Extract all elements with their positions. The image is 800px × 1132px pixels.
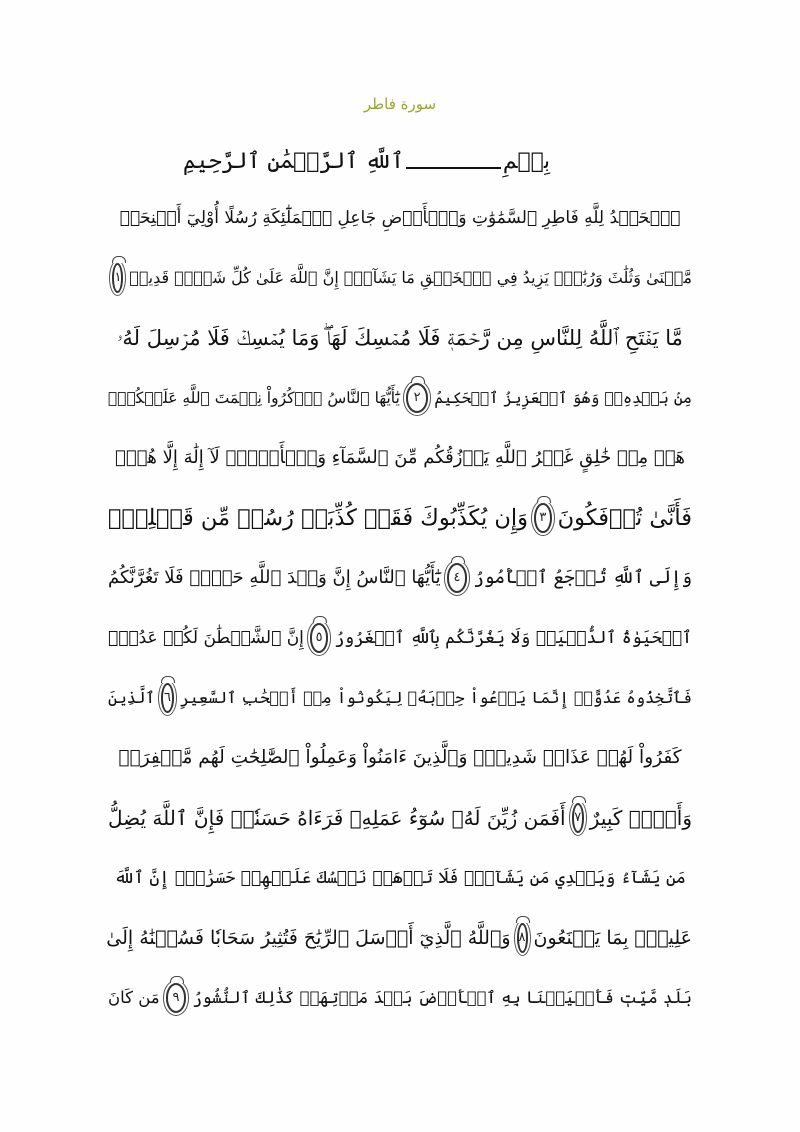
text-line <box>108 608 692 668</box>
verse-text: وَٱللَّهُ ٱلَّذِيٓ أَرۡسَلَ ٱلرِّيَٰحَ فَتُثِيرُ سَحَابٗا فَسُقۡنَٰهُ إِلَىٰ <box>106 927 511 949</box>
text-line <box>108 848 692 908</box>
verse-text: مَن يَشَآءُ وَيَهۡدِي مَن يَشَآءُۖ فَلَا تَذۡهَبۡ نَفۡسُكَ عَلَيۡهِمۡ حَسَرَٰتٍۚ إِنَّ ٱللَّهَ <box>114 868 686 888</box>
verse-text: وَأَجۡرٞ كَبِيرٌ <box>589 806 692 830</box>
ayah-number-marker: ١ <box>112 263 123 293</box>
ayah-number-marker: ٩ <box>166 983 187 1013</box>
verse-text: مِنۢ بَعۡدِهِۦۚ وَهُوَ ٱلۡعَزِيزُ ٱلۡحَكِيمُ <box>434 389 692 407</box>
text-line <box>108 668 692 728</box>
text-line <box>108 368 692 428</box>
text-line <box>108 428 692 488</box>
verse-text: ٱلۡحَيَوٰةُ ٱلدُّنۡيَاۖ وَلَا يَغُرَّنَّكُم بِٱللَّهِ ٱلۡغَرُورُ <box>334 628 692 648</box>
verse-text: ٱلَّذِينَ <box>108 688 155 707</box>
text-line <box>108 248 692 308</box>
verse-text: يَٰٓأَيُّهَا ٱلنَّاسُ ٱذۡكُرُواْ نِعۡمَتَ ٱللَّهِ عَلَيۡكُمۡۚ <box>108 389 400 407</box>
ayah-number-marker: ٢ <box>406 383 429 413</box>
ayah-number-marker: ٧ <box>572 803 584 833</box>
verse-text: يَٰٓأَيُّهَا ٱلنَّاسُ إِنَّ وَعۡدَ ٱللَّهِ حَقّٞۖ فَلَا تَغُرَّنَّكُمُ <box>108 567 441 588</box>
text-line <box>108 488 692 548</box>
verse-lines <box>108 188 692 1028</box>
basmala <box>182 140 550 184</box>
ayah-number-marker: ٤ <box>447 563 468 593</box>
text-line <box>108 728 692 788</box>
verse-text: وَإِن يُكَذِّبُوكَ فَقَدۡ كُذِّبَتۡ رُسُلٞ مِّن قَبۡلِكَۚ <box>108 505 529 531</box>
surah-title: سورة فاطر <box>363 95 437 113</box>
verse-text: مَّثۡنَىٰ وَثُلَٰثَ وَرُبَٰعَۚ يَزِيدُ فِي ٱلۡخَلۡقِ مَا يَشَآءُۚ إِنَّ ٱللَّهَ عَلَىٰ كُلِّ شَيۡءٖ قَدِيرٞ <box>129 268 692 287</box>
verse-text: وَإِلَى ٱللَّهِ تُرۡجَعُ ٱلۡأُمُورُ <box>473 567 692 588</box>
ayah-number-marker: ٣ <box>534 503 552 533</box>
ayah-number-marker: ٦ <box>161 683 174 713</box>
verse-text: مَّا يَفۡتَحِ ٱللَّهُ لِلنَّاسِ مِن رَّحۡمَةٖ فَلَا مُمۡسِكَ لَهَاۖ وَمَا يُمۡسِكۡ فَلَا مُرۡسِلَ لَهُۥ <box>117 326 683 350</box>
ayah-number-marker: ٥ <box>310 623 328 653</box>
text-line <box>108 188 692 248</box>
verse-text: فَٱتَّخِذُوهُ عَدُوًّاۚ إِنَّمَا يَدۡعُواْ حِزۡبَهُۥ لِيَكُونُواْ مِنۡ أَصۡحَٰبِ ٱلسَّعِيرِ <box>180 688 692 707</box>
basmala-end: ٱللَّهِ ٱلرَّحۡمَٰنِ ٱلرَّحِيمِ <box>182 149 404 174</box>
verse-text: بَلَدٖ مَّيِّتٖ فَأَحۡيَيۡنَا بِهِ ٱلۡأَرۡضَ بَعۡدَ مَوۡتِهَاۚ كَذَٰلِكَ ٱلنُّشُورُ <box>192 988 692 1007</box>
text-line <box>108 908 692 968</box>
ayah-number-marker: ٨ <box>517 923 528 953</box>
text-line <box>108 968 692 1028</box>
verse-text: إِنَّ ٱلشَّيۡطَٰنَ لَكُمۡ عَدُوّٞ <box>108 628 304 648</box>
verse-text: مَن كَانَ <box>108 988 160 1007</box>
verse-text: عَلِيمُۢ بِمَا يَصۡنَعُونَ <box>533 927 692 949</box>
basmala-elongation <box>406 167 501 169</box>
text-line <box>108 308 692 368</box>
verse-text: أَفَمَن زُيِّنَ لَهُۥ سُوٓءُ عَمَلِهِۦ فَرَءَاهُ حَسَنٗاۖ فَإِنَّ ٱللَّهَ يُضِلُّ <box>108 806 566 830</box>
verse-text: هَلۡ مِنۡ خَٰلِقٍ غَيۡرُ ٱللَّهِ يَرۡزُقُكُم مِّنَ ٱلسَّمَآءِ وَٱلۡأَرۡضِۚ لَآ إِلَٰهَ إِلَّا هُوَۖ <box>115 447 685 468</box>
text-line <box>108 548 692 608</box>
verse-text: ٱلۡحَمۡدُ لِلَّهِ فَاطِرِ ٱلسَّمَٰوَٰتِ وَٱلۡأَرۡضِ جَاعِلِ ٱلۡمَلَٰٓئِكَةِ رُسُلًا أُوْلِيٓ أَجۡنِحَةٖ <box>119 208 681 228</box>
verse-text: كَفَرُواْ لَهُمۡ عَذَابٞ شَدِيدٞۖ وَٱلَّذِينَ ءَامَنُواْ وَعَمِلُواْ ٱلصَّٰلِحَٰتِ لَهُم مَّغۡفِرَةٞ <box>118 747 682 768</box>
verse-text: فَأَنَّىٰ تُؤۡفَكُونَ <box>557 505 692 531</box>
text-line <box>108 788 692 848</box>
basmala-start: بِسۡمِ <box>502 149 550 174</box>
